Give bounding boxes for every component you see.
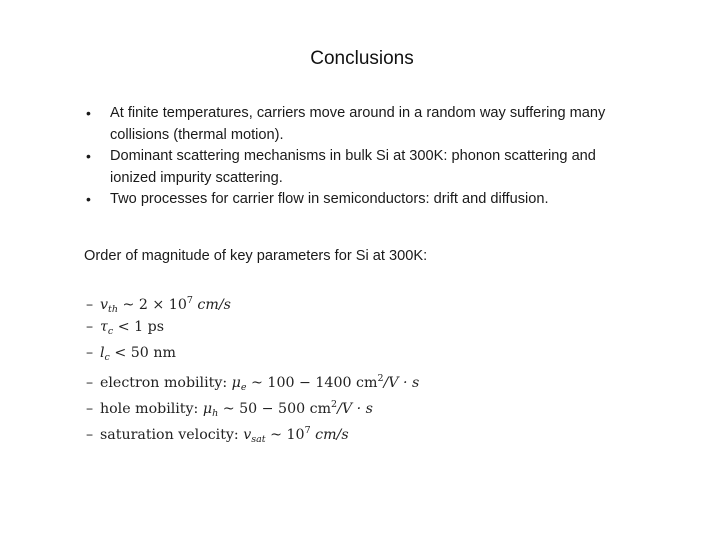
param-relation: ~ 2 × 10 — [117, 297, 187, 313]
param-symbol: μ — [231, 375, 241, 391]
param-subscript: h — [212, 408, 219, 419]
param-symbol: v — [100, 297, 109, 313]
param-exponent: 2 — [331, 399, 338, 410]
param-relation: ~ 50 − 500 cm — [218, 401, 332, 417]
param-hole-mobility — [86, 392, 419, 418]
param-label: saturation velocity: — [100, 427, 244, 443]
param-symbol: τ — [100, 319, 108, 335]
parameters-heading: Order of magnitude of key parameters for Si at 300K: — [84, 248, 428, 264]
param-symbol: l — [100, 345, 105, 361]
param-unit: /V · s — [383, 375, 420, 391]
param-exponent: 2 — [377, 373, 384, 384]
param-subscript: e — [240, 382, 247, 393]
param-subscript: c — [104, 352, 110, 363]
param-label: hole mobility: — [100, 401, 203, 417]
param-symbol: μ — [202, 401, 213, 417]
param-relation: < 50 nm — [109, 345, 176, 361]
param-exponent: 7 — [186, 295, 193, 306]
dash-marker: – — [86, 345, 94, 361]
bullet-text: Dominant scattering mechanisms in bulk Si at 300K: phonon scattering and ionized impurity scattering. — [110, 148, 596, 186]
param-subscript: c — [107, 326, 114, 337]
param-saturation-velocity — [86, 418, 419, 444]
bullet-text: Two processes for carrier flow in semiconductors: drift and diffusion. — [110, 191, 549, 207]
param-unit: cm/s — [192, 297, 231, 313]
bullet-item — [86, 189, 646, 211]
param-thermal-velocity — [86, 288, 419, 314]
bullet-marker: • — [86, 191, 91, 207]
param-unit: /V · s — [337, 401, 373, 417]
dash-marker: – — [86, 427, 94, 443]
bullet-list — [86, 103, 646, 211]
dash-marker: – — [86, 297, 94, 313]
param-relation: ~ 10 — [265, 427, 305, 443]
bullet-item — [86, 146, 646, 189]
parameter-list — [86, 288, 419, 444]
param-symbol: v — [243, 427, 252, 443]
param-exponent: 7 — [304, 425, 311, 436]
dash-marker: – — [86, 319, 94, 335]
param-mean-free-path — [86, 340, 419, 366]
param-relation: ~ 100 − 1400 cm — [246, 375, 378, 391]
param-subscript: th — [108, 304, 118, 315]
bullet-marker: • — [86, 148, 91, 164]
param-collision-time — [86, 314, 419, 340]
bullet-marker: • — [86, 105, 91, 121]
param-unit: cm/s — [310, 427, 349, 443]
dash-marker: – — [86, 401, 94, 417]
param-relation: < 1 ps — [113, 319, 164, 335]
dash-marker: – — [86, 375, 94, 391]
bullet-item — [86, 103, 646, 146]
param-subscript: sat — [251, 434, 266, 445]
slide-title: Conclusions — [310, 48, 414, 69]
bullet-text: At finite temperatures, carriers move around in a random way suffering many collisions (thermal motion). — [110, 105, 606, 143]
param-label: electron mobility: — [100, 375, 232, 391]
param-electron-mobility — [86, 366, 419, 392]
